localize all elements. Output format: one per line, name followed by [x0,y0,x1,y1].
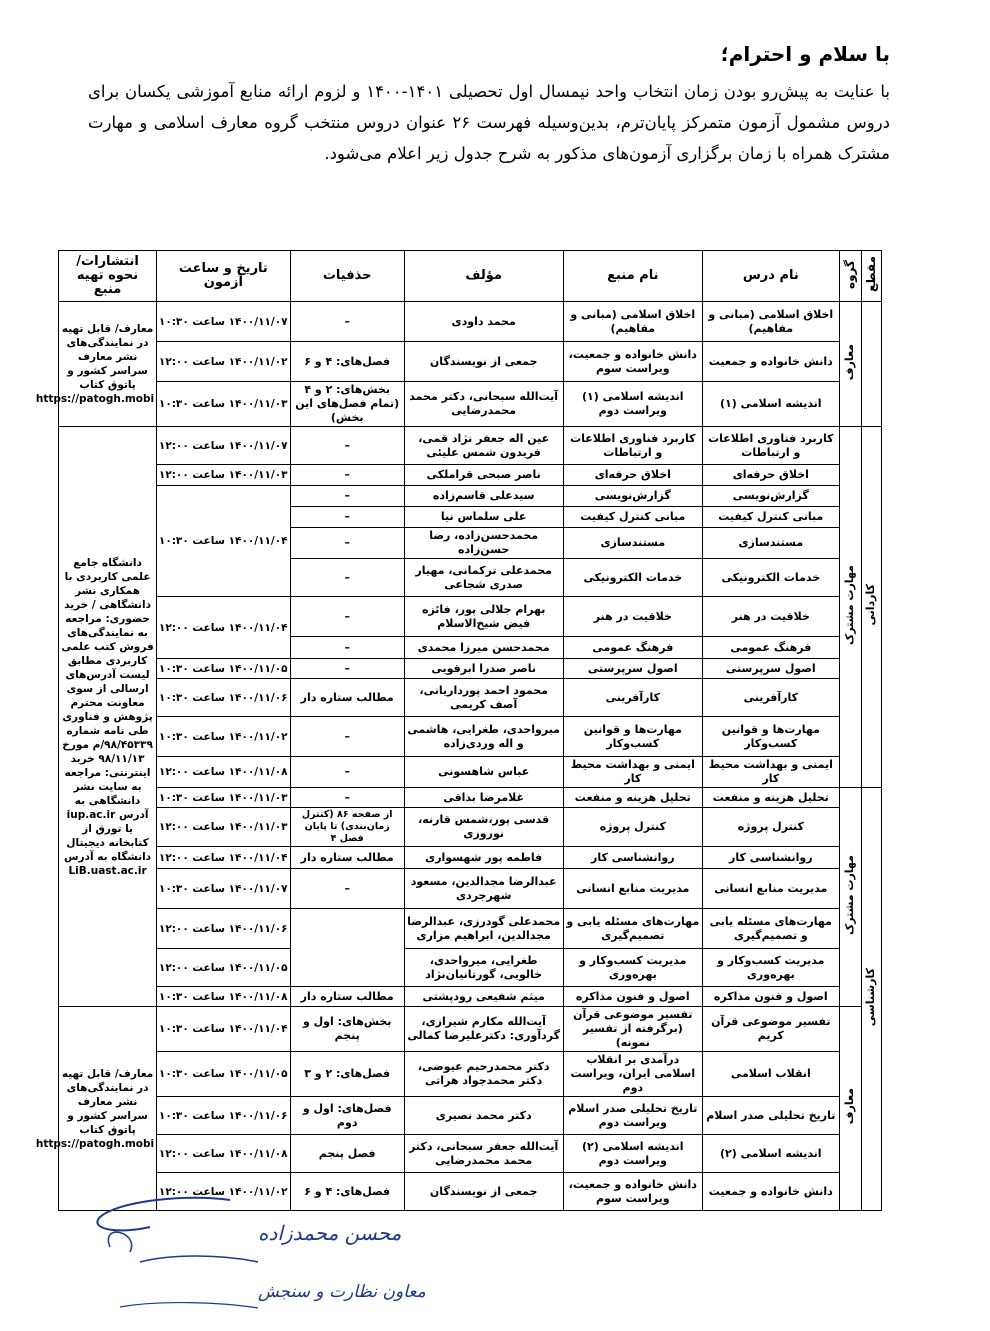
course-cell: تفسیر موضوعی قرآن کریم [703,1007,839,1052]
source-cell: مهارت‌ها و قوانین کسب‌وکار [563,717,703,757]
date-cell: ۱۴۰۰/۱۱/۰۴ ساعت ۱۲:۰۰ [157,847,290,869]
date-cell: ۱۴۰۰/۱۱/۰۳ ساعت ۱۲:۰۰ [157,465,290,486]
header-group: گروه [839,251,861,302]
date-cell: ۱۴۰۰/۱۱/۰۶ ساعت ۱۰:۳۰ [157,1097,290,1135]
table-row [59,808,882,847]
group-cell: مهارت مشترک [839,427,861,788]
date-cell: ۱۴۰۰/۱۱/۰۸ ساعت ۱۲:۰۰ [157,1135,290,1173]
course-cell: اخلاق اسلامی (مبانی و مفاهیم) [703,302,839,342]
omissions-cell: بخش‌های: اول و پنجم [290,1007,404,1052]
level-cell-empty [861,302,881,427]
course-cell: مبانی کنترل کیفیت [703,507,839,528]
header-date: تاریخ و ساعت آزمون [157,251,290,302]
author-cell: محمد داودی [404,302,563,342]
table-row [59,949,882,987]
table-row [59,788,882,808]
table-row [59,342,882,382]
source-cell: مدیریت کسب‌وکار و بهره‌وری [563,949,703,987]
omissions-cell: مطالب ستاره دار [290,679,404,717]
author-cell: آیت‌الله جعفر سبحانی، دکتر محمد محمدرضایی [404,1135,563,1173]
group-cell: مهارت مشترک [839,788,861,1007]
publisher-cell: معارف/ قابل تهیه در نمایندگی‌های نشر معارف سراسر کشور و پاتوق کتاب https://patogh.mobi [59,302,157,427]
author-cell: محمدعلی گودرزی، عبدالرضا مجدالدین، ابراهیم مزاری [404,909,563,949]
course-cell: تاریخ تحلیلی صدر اسلام [703,1097,839,1135]
course-cell: انقلاب اسلامی [703,1052,839,1097]
course-cell: ایمنی و بهداشت محیط کار [703,757,839,788]
omissions-cell: از صفحه ۸۶ (کنترل زمان‌بندی) تا پایان فصل ۴ [290,808,404,847]
header-author: مؤلف [404,251,563,302]
source-cell: درآمدی بر انقلاب اسلامی ایران، ویراست دوم [563,1052,703,1097]
table-row [59,597,882,637]
header-publisher: انتشارات/ نحوه تهیه منبع [59,251,157,302]
author-cell: عین اله جعفر نژاد قمی، فریدون شمس علیئی [404,427,563,465]
source-cell: فرهنگ عمومی [563,637,703,659]
course-cell: مهارت‌ها و قوانین کسب‌وکار [703,717,839,757]
publisher-cell: معارف/ قابل تهیه در نمایندگی‌های نشر معارف سراسر کشور و پاتوق کتاب https://patogh.mobi [59,1007,157,1211]
source-cell: اندیشه اسلامی (۱) ویراست دوم [563,382,703,427]
source-cell: گزارش‌نویسی [563,486,703,507]
table-row [59,659,882,679]
omissions-cell: – [290,788,404,808]
author-cell: محمدعلی ترکمانی، مهیار صدری شجاعی [404,559,563,597]
source-cell: اخلاق اسلامی (مبانی و مفاهیم) [563,302,703,342]
omissions-cell: – [290,507,404,528]
date-cell: ۱۴۰۰/۱۱/۰۳ ساعت ۱۰:۳۰ [157,788,290,808]
source-cell: اصول و فنون مذاکره [563,987,703,1007]
omissions-cell-empty [290,909,404,987]
group-cell: معارف [839,1007,861,1211]
course-cell: خلاقیت در هنر [703,597,839,637]
date-cell: ۱۴۰۰/۱۱/۰۸ ساعت ۱۰:۳۰ [157,987,290,1007]
omissions-cell: مطالب ستاره دار [290,987,404,1007]
course-cell: مدیریت منابع انسانی [703,869,839,909]
omissions-cell: – [290,757,404,788]
date-cell: ۱۴۰۰/۱۱/۰۴ ساعت ۱۲:۰۰ [157,597,290,659]
level-cell-karshenasi: کارشناسی [861,788,881,1211]
author-cell: غلامرضا بداقی [404,788,563,808]
table-row [59,909,882,949]
omissions-cell: – [290,659,404,679]
omissions-cell: – [290,559,404,597]
omissions-cell: – [290,465,404,486]
course-cell: اصول و فنون مذاکره [703,987,839,1007]
source-cell: مستندسازی [563,528,703,559]
table-row [59,382,882,427]
source-cell: ایمنی و بهداشت محیط کار [563,757,703,788]
omissions-cell: – [290,302,404,342]
course-cell: گزارش‌نویسی [703,486,839,507]
table-row [59,1097,882,1135]
author-cell: بهرام جلالی پور، فائزه فیض شیخ‌الاسلام [404,597,563,637]
source-cell: کاربرد فناوری اطلاعات و ارتباطات [563,427,703,465]
header-level: مقطع [861,251,881,302]
course-cell: دانش خانواده و جمعیت [703,342,839,382]
source-cell: مدیریت منابع انسانی [563,869,703,909]
date-cell: ۱۴۰۰/۱۱/۰۷ ساعت ۱۲:۰۰ [157,427,290,465]
source-cell: روانشناسی کار [563,847,703,869]
course-cell: مستندسازی [703,528,839,559]
source-cell: تاریخ تحلیلی صدر اسلام ویراست دوم [563,1097,703,1135]
course-cell: فرهنگ عمومی [703,637,839,659]
author-cell: ناصر صدرا ابرقویی [404,659,563,679]
omissions-cell: – [290,486,404,507]
table-row [59,1135,882,1173]
courses-table [35,250,882,1211]
source-cell: تفسیر موضوعی قرآن (برگرفته از تفسیر نمونه) [563,1007,703,1052]
date-cell: ۱۴۰۰/۱۱/۰۶ ساعت ۱۰:۳۰ [157,679,290,717]
source-cell: مهارت‌های مسئله یابی و تصمیم‌گیری [563,909,703,949]
date-cell: ۱۴۰۰/۱۱/۰۴ ساعت ۱۰:۳۰ [157,1007,290,1052]
table-row [59,987,882,1007]
course-cell: اصول سرپرستی [703,659,839,679]
author-cell: سیدعلی قاسم‌زاده [404,486,563,507]
source-cell: دانش خانواده و جمعیت، ویراست سوم [563,342,703,382]
author-cell: محمود احمد پورداریانی، آصف کریمی [404,679,563,717]
author-cell: عبدالرضا مجدالدین، مسعود شهرجردی [404,869,563,909]
table-row [59,717,882,757]
publisher-cell: دانشگاه جامع علمی کاربردی با همکاری نشر دانشگاهی / خرید حضوری: مراجعه به نمایندگی‌های فروش کتب علمی کاربردی مطابق لیست آدرس‌های ارسالی از سوی معاونت محترم پژوهش و فناوری طی نامه شماره ۹۸/۴۵۳۳۹/م مورخ ۹۸/۱۱/۱۳ خرید اینترنتی: مراجعه به سایت نشر دانشگاهی به آدرس iup.ac.ir یا تورق از کتابخانه دیجیتال دانشگاه به آدرس LiB.uast.ac.ir [59,427,157,1007]
level-cell-kardani: کاردانی [861,427,881,788]
omissions-cell: – [290,427,404,465]
source-cell: کنترل پروژه [563,808,703,847]
course-cell: مهارت‌های مسئله یابی و تصمیم‌گیری [703,909,839,949]
omissions-cell: فصل‌های: ۴ و ۶ [290,342,404,382]
course-cell: کاربرد فناوری اطلاعات و ارتباطات [703,427,839,465]
omissions-cell: – [290,869,404,909]
signature [80,1192,426,1317]
author-cell: جمعی از نویسندگان [404,342,563,382]
course-cell: اخلاق حرفه‌ای [703,465,839,486]
author-cell: جمعی از نویسندگان [404,1173,563,1211]
course-cell: اندیشه اسلامی (۱) [703,382,839,427]
table-row [59,757,882,788]
omissions-cell: فصل‌های: ۲ و ۳ [290,1052,404,1097]
header-omissions: حذفیات [290,251,404,302]
greeting: با سلام و احترام؛ [720,42,890,66]
author-cell: طغرایی، میرواحدی، خالویی، گورتانیان‌نژاد [404,949,563,987]
source-cell: تحلیل هزینه و منفعت [563,788,703,808]
group-cell: معارف [839,302,861,427]
course-cell: مدیریت کسب‌وکار و بهره‌وری [703,949,839,987]
author-cell: دکتر محمدرحیم عیوضی، دکتر محمدجواد هراتی [404,1052,563,1097]
signature-name: محسن محمدزاده [258,1221,402,1245]
signature-image [80,1192,426,1317]
header-source: نام منبع [563,251,703,302]
course-cell: تحلیل هزینه و منفعت [703,788,839,808]
omissions-cell: فصل‌های: اول و دوم [290,1097,404,1135]
source-cell: دانش خانواده و جمعیت، ویراست سوم [563,1173,703,1211]
source-cell: اندیشه اسلامی (۲) ویراست دوم [563,1135,703,1173]
author-cell: آیت‌الله مکارم شیرازی، گردآوری: دکترعلیرضا کمالی [404,1007,563,1052]
source-cell: خلاقیت در هنر [563,597,703,637]
author-cell: فاطمه پور شهسواری [404,847,563,869]
date-cell: ۱۴۰۰/۱۱/۰۲ ساعت ۱۰:۳۰ [157,717,290,757]
signature-title: معاون نظارت و سنجش [258,1282,426,1302]
course-cell: کارآفرینی [703,679,839,717]
omissions-cell: – [290,717,404,757]
source-cell: خدمات الکترونیکی [563,559,703,597]
table-row [59,465,882,486]
author-cell: محمدحسن‌زاده، رضا حسن‌زاده [404,528,563,559]
date-cell: ۱۴۰۰/۱۱/۰۲ ساعت ۱۲:۰۰ [157,1173,290,1211]
table-header-row [59,251,882,302]
date-cell: ۱۴۰۰/۱۱/۰۵ ساعت ۱۲:۰۰ [157,949,290,987]
table-row [59,302,882,342]
course-cell: روانشناسی کار [703,847,839,869]
table-row [59,847,882,869]
omissions-cell: – [290,597,404,637]
date-cell: ۱۴۰۰/۱۱/۰۷ ساعت ۱۰:۳۰ [157,302,290,342]
header-course: نام درس [703,251,839,302]
table-row [59,486,882,507]
omissions-cell: بخش‌های: ۲ و ۴ (تمام فصل‌های این بخش) [290,382,404,427]
table-row [59,679,882,717]
course-cell: دانش خانواده و جمعیت [703,1173,839,1211]
source-cell: اخلاق حرفه‌ای [563,465,703,486]
author-cell: علی سلماس نیا [404,507,563,528]
author-cell: دکتر محمد نصیری [404,1097,563,1135]
source-cell: اصول سرپرستی [563,659,703,679]
omissions-cell: فصل پنجم [290,1135,404,1173]
date-cell: ۱۴۰۰/۱۱/۰۵ ساعت ۱۰:۳۰ [157,1052,290,1097]
author-cell: آیت‌الله سبحانی، دکتر محمد محمدرضایی [404,382,563,427]
course-cell: اندیشه اسلامی (۲) [703,1135,839,1173]
omissions-cell: – [290,637,404,659]
author-cell: میثم شفیعی رودپشتی [404,987,563,1007]
course-cell: خدمات الکترونیکی [703,559,839,597]
course-cell: کنترل پروژه [703,808,839,847]
date-cell: ۱۴۰۰/۱۱/۰۸ ساعت ۱۲:۰۰ [157,757,290,788]
date-cell: ۱۴۰۰/۱۱/۰۲ ساعت ۱۲:۰۰ [157,342,290,382]
omissions-cell: مطالب ستاره دار [290,847,404,869]
omissions-cell: – [290,528,404,559]
author-cell: ناصر صبحی قراملکی [404,465,563,486]
date-cell: ۱۴۰۰/۱۱/۰۳ ساعت ۱۰:۳۰ [157,382,290,427]
table-row [59,427,882,465]
date-cell: ۱۴۰۰/۱۱/۰۵ ساعت ۱۰:۳۰ [157,659,290,679]
author-cell: قدسی پور،شمس قارنه، نوروزی [404,808,563,847]
source-cell: مبانی کنترل کیفیت [563,507,703,528]
date-cell: ۱۴۰۰/۱۱/۰۷ ساعت ۱۰:۳۰ [157,869,290,909]
omissions-cell: فصل‌های: ۴ و ۶ [290,1173,404,1211]
author-cell: محمدحسن میرزا محمدی [404,637,563,659]
table-row [59,1052,882,1097]
intro-paragraph: با عنایت به پیش‌رو بودن زمان انتخاب واحد نیمسال اول تحصیلی ۱۴۰۱-۱۴۰۰ و لزوم ارائه منابع آموزشی یکسان برای دروس مشمول آزمون متمرکز پایان‌ترم، بدین‌وسیله فهرست ۲۶ عنوان دروس منتخب گروه معارف اسلامی و مهارت مشترک همراه با زمان برگزاری آزمون‌های مذکور به شرح جدول زیر اعلام می‌شود. [88,82,891,163]
date-cell: ۱۴۰۰/۱۱/۰۴ ساعت ۱۰:۳۰ [157,486,290,597]
table-row [59,869,882,909]
table-row [59,1007,882,1052]
date-cell: ۱۴۰۰/۱۱/۰۶ ساعت ۱۲:۰۰ [157,909,290,949]
author-cell: میرواحدی، طغرایی، هاشمی و اله وردی‌زاده [404,717,563,757]
source-cell: کارآفرینی [563,679,703,717]
date-cell: ۱۴۰۰/۱۱/۰۳ ساعت ۱۲:۰۰ [157,808,290,847]
author-cell: عباس شاهسونی [404,757,563,788]
